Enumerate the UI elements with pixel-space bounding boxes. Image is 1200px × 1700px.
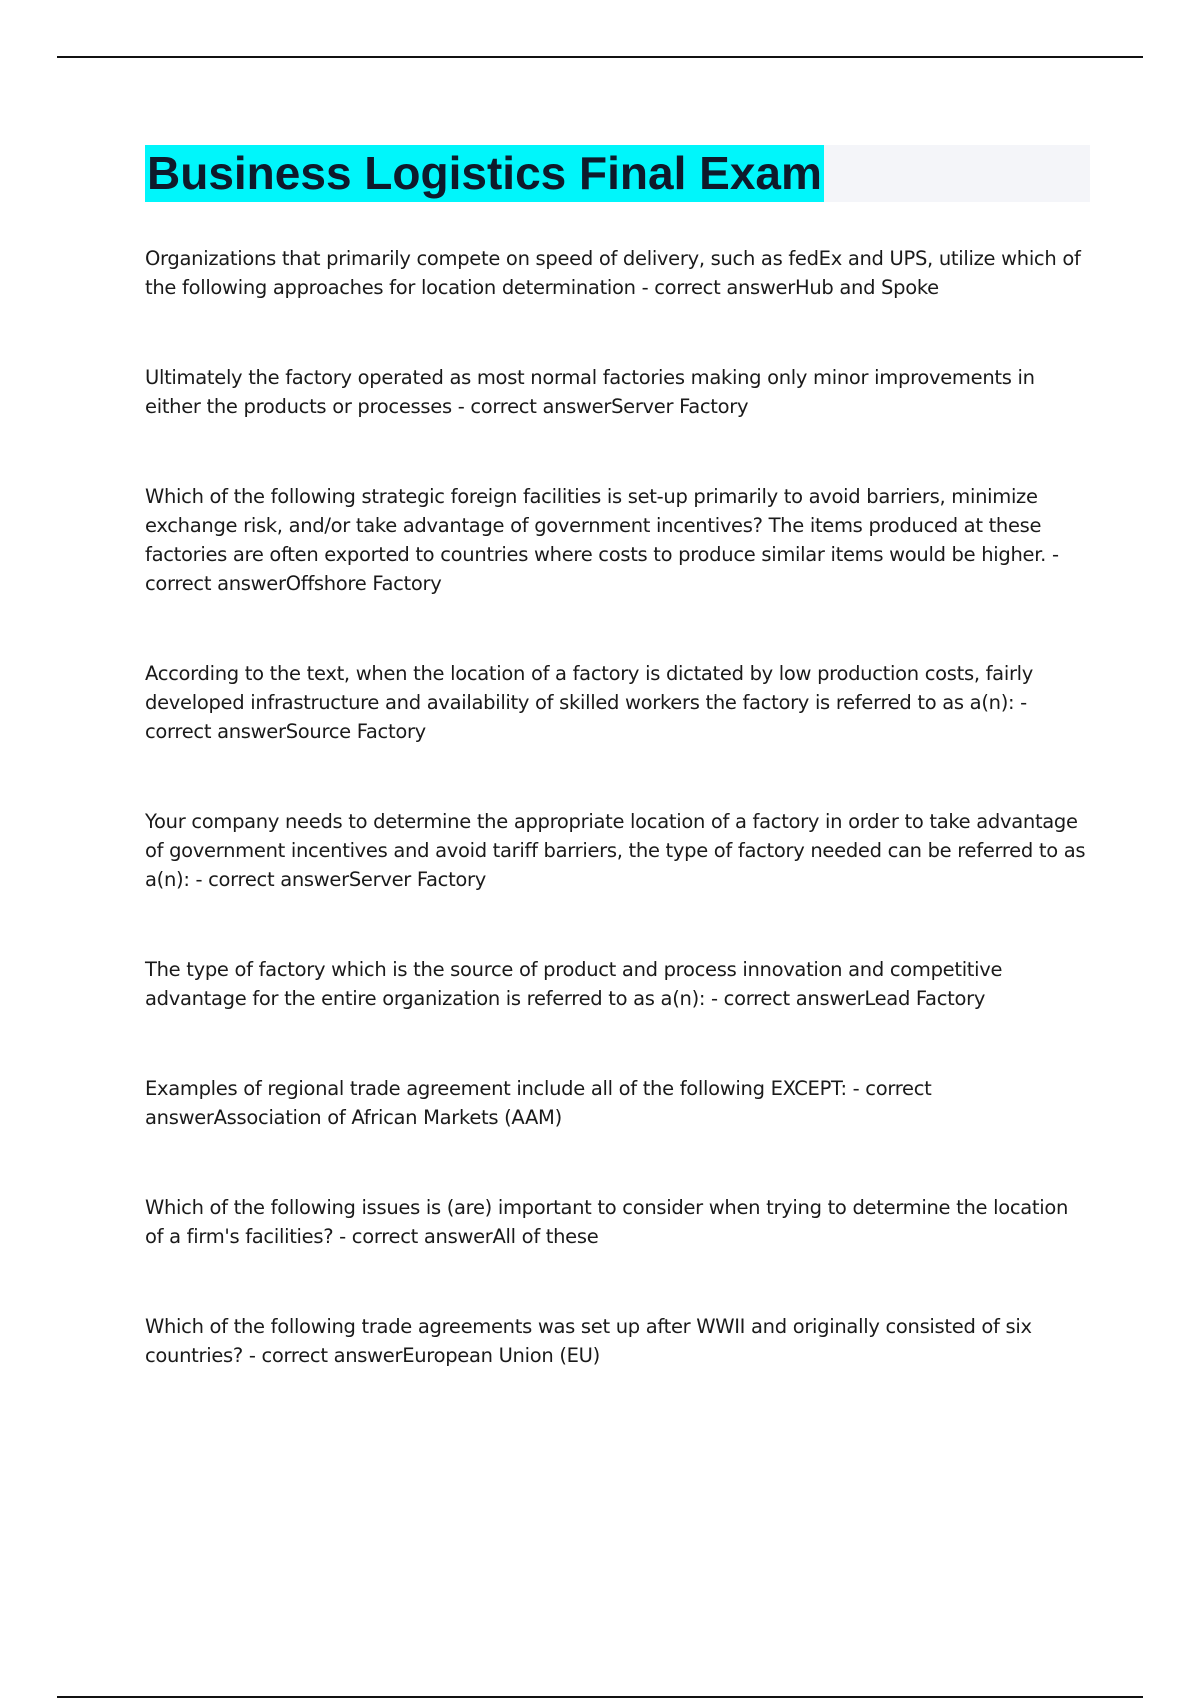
question-item: Which of the following trade agreements was set up after WWII and originally consisted of six countries? - correct answerEuropean Union (EU) — [145, 1315, 1032, 1367]
top-rule — [57, 56, 1143, 58]
page-title: Business Logistics Final Exam — [145, 145, 824, 202]
question-item: Your company needs to determine the appropriate location of a factory in order to take advantage of government incentives and avoid tariff barriers, the type of factory needed can be referred to as a(n): - correct answerServer Factory — [145, 810, 1086, 891]
question-item: Which of the following strategic foreign facilities is set-up primarily to avoid barriers, minimize exchange risk, and/or take advantage of government incentives? The items produced at these factories are often exported to countries where costs to produce similar items would be higher. - correct answerOffshore Factory — [145, 485, 1059, 595]
question-item: According to the text, when the location of a factory is dictated by low production costs, fairly developed infrastructure and availability of skilled workers the factory is referred to as a(n): - correct answerSource Factory — [145, 662, 1034, 743]
question-item: Ultimately the factory operated as most normal factories making only minor improvements in either the products or processes - correct answerServer Factory — [145, 366, 1035, 418]
question-item: The type of factory which is the source of product and process innovation and competitive advantage for the entire organization is referred to as a(n): - correct answerLead Factory — [145, 958, 1003, 1010]
question-item: Which of the following issues is (are) important to consider when trying to determine the location of a firm's facilities? - correct answerAll of these — [145, 1196, 1069, 1248]
question-list — [145, 244, 1090, 1431]
question-item: Examples of regional trade agreement include all of the following EXCEPT: - correct answerAssociation of African Markets (AAM) — [145, 1077, 932, 1129]
bottom-rule — [57, 1696, 1143, 1698]
question-item: Organizations that primarily compete on speed of delivery, such as fedEx and UPS, utilize which of the following approaches for location determination - correct answerHub and Spoke — [145, 247, 1081, 299]
